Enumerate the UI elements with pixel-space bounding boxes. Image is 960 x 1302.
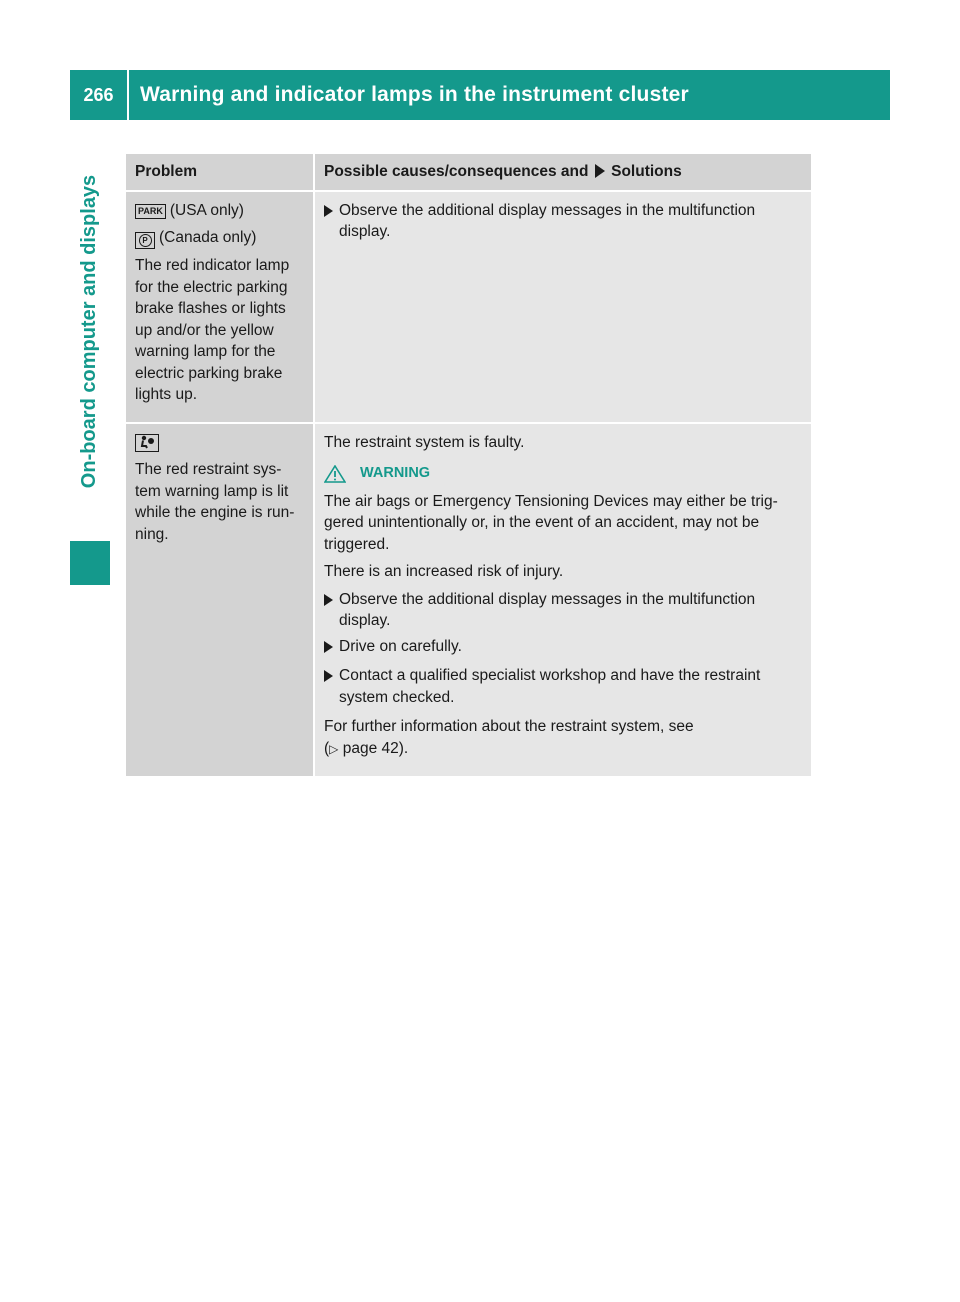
table-row xyxy=(126,423,811,778)
lamp-note-canada: (Canada only) xyxy=(159,229,257,246)
warning-label: WARNING xyxy=(360,465,431,481)
col-header-solutions-suffix: Solutions xyxy=(611,163,682,180)
page-number: 266 xyxy=(83,84,114,105)
side-label-text: On-board computer and displays xyxy=(78,174,101,488)
problem-cell xyxy=(126,191,314,423)
page-ref-prefix: ( xyxy=(324,739,330,757)
step-text: Observe the additional display messages in the multifunction display. xyxy=(339,201,756,240)
arrow-right-icon xyxy=(595,164,605,178)
lamp-line-canada xyxy=(135,227,305,249)
col-header-solutions-prefix: Possible causes/consequences and xyxy=(324,163,589,180)
table-header-row xyxy=(126,154,811,191)
side-marker-block xyxy=(70,541,110,585)
step-text: Drive on carefully. xyxy=(339,637,462,655)
further-info-text: For further information about the restraint system, see xyxy=(324,718,694,735)
cause-text: The restraint system is faulty. xyxy=(324,433,525,451)
solution-cell xyxy=(314,423,811,778)
solution-cell xyxy=(314,191,811,423)
col-header-problem: Problem xyxy=(126,154,314,191)
solution-step xyxy=(324,589,803,632)
step-arrow-icon xyxy=(324,665,339,708)
problem-cell xyxy=(126,423,314,778)
parking-brake-lamp-icon: P xyxy=(135,232,155,249)
problem-text: The red indicator lamp for the electric parking brake flashes or lights up and/or the yellow warning lamp for the electric parking brake lights up. xyxy=(135,257,290,403)
page-header xyxy=(70,70,890,120)
risk-text: There is an increased risk of injury. xyxy=(324,563,564,580)
step-arrow-icon xyxy=(324,589,339,632)
problem-solution-table xyxy=(126,154,811,778)
table-row xyxy=(126,191,811,423)
page-title: Warning and indicator lamps in the instrument cluster xyxy=(140,83,689,106)
col-header-solutions xyxy=(314,154,811,191)
step-arrow-icon xyxy=(324,636,339,662)
page-ref-link[interactable]: page 42). xyxy=(342,739,409,757)
problem-text: The red restraint sys-tem warning lamp is lit while the engine is run-ning. xyxy=(135,461,295,543)
solution-step xyxy=(324,200,803,243)
restraint-system-lamp-icon xyxy=(135,434,159,452)
solution-step xyxy=(324,665,803,708)
further-info xyxy=(324,716,803,760)
step-text: Observe the additional display messages in the multifunction display. xyxy=(339,590,756,629)
lamp-line-usa xyxy=(135,200,305,222)
step-arrow-icon xyxy=(324,200,339,243)
step-text: Contact a qualified specialist workshop and have the restraint system checked. xyxy=(339,667,761,706)
side-section-label xyxy=(70,121,110,541)
warning-text: The air bags or Emergency Tensioning Devices may either be trig-gered unintentionally or, in the event of an accident, may not be triggered. xyxy=(324,492,778,553)
warning-heading xyxy=(324,463,803,485)
lamp-line-restraint xyxy=(135,432,305,454)
page-ref-arrow-icon: ▷ xyxy=(329,741,339,756)
lamp-note-usa: (USA only) xyxy=(169,201,244,219)
solution-step xyxy=(324,636,803,662)
warning-triangle-icon xyxy=(324,465,346,483)
park-lamp-icon: PARK xyxy=(135,204,166,219)
